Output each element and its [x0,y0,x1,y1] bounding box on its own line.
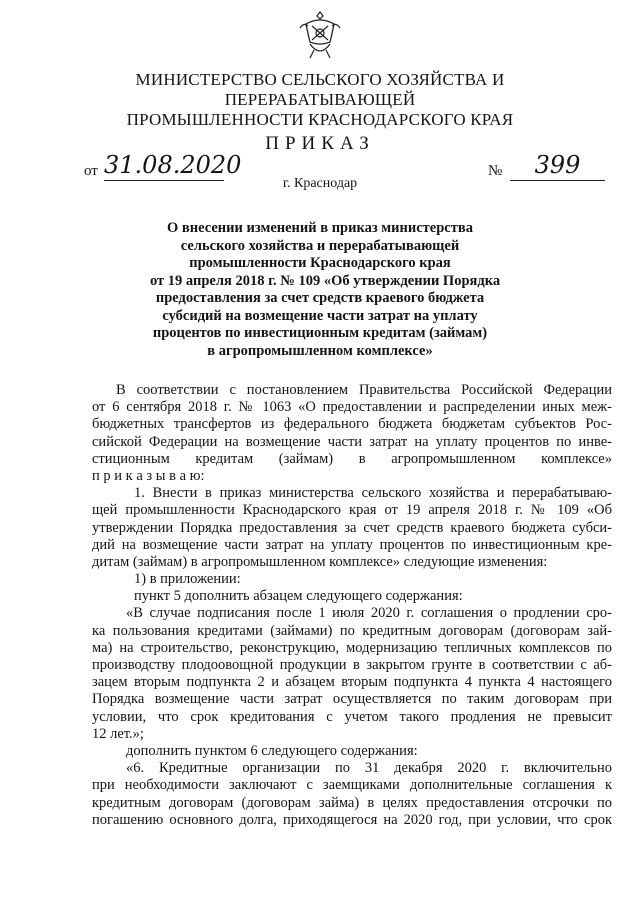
body-line: кредитным договорам (договорам займа) в целях предоставления отсрочки по [92,794,612,811]
body-line: «6. Кредитные организации по 31 декабря 2020 г. включительно [126,760,612,777]
body-line: пункт 5 дополнить абзацем следующего содержания: [134,588,463,605]
city: г. Краснодар [282,176,358,191]
body-line: В соответствии с постановлением Правительства Российской Федерации [116,382,612,398]
body-line: Порядка возмещение части затрат осуществляется по таким договорам при [92,691,612,708]
date-prefix: от [84,163,98,179]
ministry-line-2: ПРОМЫШЛЕННОСТИ КРАСНОДАРСКОГО КРАЯ [126,110,514,129]
title-line: предоставления за счет средств краевого бюджета [155,290,485,306]
order-number: 399 [510,150,605,181]
body-line: 1. Внести в приказ министерства сельского хозяйства и перерабатываю- [134,485,612,502]
body-line: от 6 сентября 2018 г. № 1063 «О предоставлении и распределении иных меж- [92,399,612,416]
body-line: ка пользования кредитами (займами) по кредитным договорам (договорам зай- [92,622,612,639]
body-line: бюджетных трансфертов из федерального бюджета бюджетам субъектов Рос- [92,416,612,433]
body-line: условии, что срок кредитования с учетом такого продления не превысит [92,708,612,725]
title-line: субсидий на возмещение части затрат на уплату [162,307,478,324]
order-body [92,382,612,829]
ministry-line-1: МИНИСТЕРСТВО СЕЛЬСКОГО ХОЗЯЙСТВА И ПЕРЕРАБАТЫВАЮЩЕЙ [135,70,505,109]
body-line: щей промышленности Краснодарского края от 19 апреля 2018 г. № 109 «Об [92,502,612,519]
title-line: промышленности Краснодарского края [189,255,451,271]
body-line: п р и к а з ы в а ю: [92,467,205,484]
number-prefix: № [488,163,503,179]
body-line: при необходимости заключают с заемщиками дополнительные соглашения к [92,777,612,794]
body-line: зацем вторым подпункта 2 и абзацем вторым подпункта 4 пункта 4 настоящего [92,674,612,691]
title-line: О внесении изменений в приказ министерства [167,220,473,236]
order-date: 31.08.2020 [104,151,242,179]
order-title [150,220,501,360]
title-line: сельского хозяйства и перерабатывающей [180,237,460,254]
body-line: «В случае подписания после 1 июля 2020 г. соглашения о продлении сро- [126,605,612,622]
body-line: стиционным кредитам (займам) в агропромышленном комплексе» [92,450,612,467]
title-line: от 19 апреля 2018 г. № 109 «Об утверждении Порядка [150,272,501,289]
body-line: дий на возмещение части затрат на уплату процентов по инвестиционным кре- [92,536,612,553]
title-line: процентов по инвестиционным кредитам (займам) [152,325,488,341]
body-line: дитам (займам) в агропромышленном комплексе» следующие изменения: [92,553,548,570]
body-line: ма) на строительство, реконструкцию, модернизацию тепличных комплексов по [92,639,612,656]
coat-of-arms-icon [298,10,342,60]
document-type: ПРИКАЗ [265,133,375,154]
body-line: производству плодоовощной продукции в закрытом грунте в соответствии с аб- [92,657,612,673]
ministry-name [40,70,600,130]
title-line: в агропромышленном комплексе» [207,342,433,359]
body-line: утверждении Порядка предоставления за счет средств краевого бюджета субси- [92,519,612,536]
body-line: погашению основного долга, приходящегося на 2020 год, при условии, что срок [92,811,612,828]
body-line: дополнить пунктом 6 следующего содержания: [126,742,418,759]
body-line: 1) в приложении: [134,571,241,588]
body-line: сийской Федерации на возмещение части затрат на уплату процентов по инве- [92,433,612,450]
body-line: 12 лет.»; [92,725,144,742]
